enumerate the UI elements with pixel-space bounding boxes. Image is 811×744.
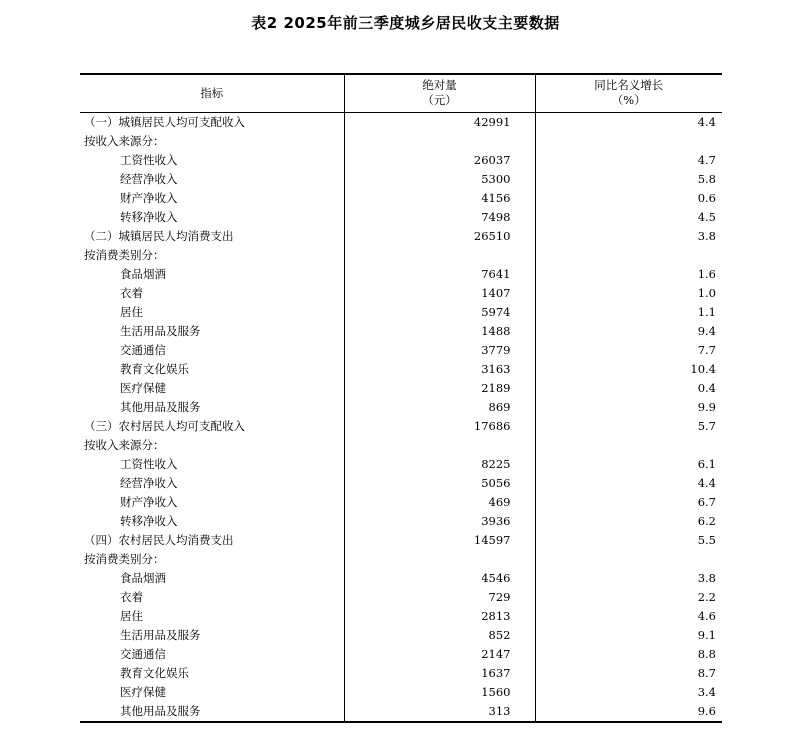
row-label: 按收入来源分： [84,437,165,452]
row-label: 转移净收入 [120,513,178,528]
table-title: 表2 2025年前三季度城乡居民收支主要数据 [251,14,560,32]
table-row [80,341,722,360]
row-label: 工资性收入 [120,152,178,167]
row-label: 教育文化娱乐 [120,665,189,680]
header-indicator [80,74,344,112]
table-header [80,74,722,112]
row-absolute-value: 26510 [344,227,535,246]
row-absolute-value: 3936 [344,512,535,531]
row-absolute-value: 14597 [344,531,535,550]
row-label: 医疗保健 [120,684,166,699]
row-absolute-value [344,132,535,151]
row-absolute-value: 7498 [344,208,535,227]
row-label: （四）农村居民人均消费支出 [84,532,234,547]
row-absolute-value: 8225 [344,455,535,474]
row-growth-value: 1.0 [697,285,716,300]
data-table [80,73,722,723]
row-growth-value: 6.7 [697,494,716,509]
header-growth [535,74,722,112]
table-row [80,151,722,170]
row-absolute-value: 2147 [344,645,535,664]
row-growth-value: 4.4 [697,475,716,490]
row-absolute-value: 313 [344,702,535,722]
table-row [80,379,722,398]
row-absolute-value: 2189 [344,379,535,398]
header-absolute [344,74,535,112]
row-label: 衣着 [120,589,143,604]
row-absolute-value: 1637 [344,664,535,683]
row-absolute-value: 469 [344,493,535,512]
row-label: 工资性收入 [120,456,178,471]
row-growth-value: 9.6 [535,702,722,722]
row-label: 居住 [120,608,143,623]
table-row [80,322,722,341]
row-growth-value: 0.4 [697,380,716,395]
row-label: 衣着 [120,285,143,300]
row-absolute-value: 5974 [344,303,535,322]
row-absolute-value: 42991 [344,112,535,132]
row-growth-value: 9.1 [697,627,716,642]
table-row [80,132,722,151]
row-growth-value: 8.8 [697,646,716,661]
row-growth-value: 6.1 [697,456,716,471]
row-absolute-value: 1560 [344,683,535,702]
row-growth-value [535,436,722,455]
row-growth-value: 2.2 [697,589,716,604]
table-row [80,227,722,246]
row-label: 经营净收入 [120,475,178,490]
table-row [80,683,722,702]
header-absolute-label: 绝对量 [422,78,457,93]
table-row [80,550,722,569]
table-row [80,360,722,379]
row-label: 食品烟酒 [120,266,166,281]
row-absolute-value: 1488 [344,322,535,341]
table-row [80,455,722,474]
row-absolute-value: 26037 [344,151,535,170]
row-growth-value [535,550,722,569]
table-row [80,284,722,303]
table-row [80,493,722,512]
header-absolute-unit: （元） [422,93,457,108]
row-growth-value: 0.6 [697,190,716,205]
table-row [80,626,722,645]
row-label: 食品烟酒 [120,570,166,585]
row-absolute-value: 869 [344,398,535,417]
table-row [80,189,722,208]
row-label: 按消费类别分： [84,247,165,262]
table-row [80,208,722,227]
row-growth-value: 7.7 [697,342,716,357]
row-label: 其他用品及服务 [120,399,201,414]
row-growth-value [535,132,722,151]
row-growth-value: 4.6 [697,608,716,623]
table-row [80,607,722,626]
row-label: 交通通信 [120,646,166,661]
row-growth-value: 4.4 [697,114,716,129]
row-absolute-value: 4156 [344,189,535,208]
table-row [80,702,722,722]
row-absolute-value: 3163 [344,360,535,379]
row-growth-value: 8.7 [697,665,716,680]
row-growth-value: 9.4 [697,323,716,338]
table-row [80,531,722,550]
row-growth-value: 1.1 [697,304,716,319]
row-absolute-value: 2813 [344,607,535,626]
row-absolute-value: 5056 [344,474,535,493]
table-row [80,569,722,588]
row-label: 生活用品及服务 [120,323,201,338]
row-label: （二）城镇居民人均消费支出 [84,228,234,243]
table-row [80,398,722,417]
table-row [80,645,722,664]
row-absolute-value [344,550,535,569]
row-label: （三）农村居民人均可支配收入 [84,418,245,433]
row-label: 教育文化娱乐 [120,361,189,376]
row-growth-value: 3.8 [697,228,716,243]
row-growth-value: 3.8 [697,570,716,585]
row-growth-value: 1.6 [697,266,716,281]
row-growth-value: 6.2 [697,513,716,528]
table-row [80,474,722,493]
row-growth-value: 5.7 [697,418,716,433]
table-row [80,170,722,189]
row-growth-value: 4.7 [697,152,716,167]
table-row [80,588,722,607]
table-row [80,112,722,132]
table-row [80,664,722,683]
row-growth-value: 5.8 [697,171,716,186]
row-label: 其他用品及服务 [80,702,344,722]
table-row [80,436,722,455]
row-absolute-value [344,436,535,455]
row-absolute-value [344,246,535,265]
table-row [80,265,722,284]
table-row [80,246,722,265]
table-row [80,417,722,436]
row-label: 交通通信 [120,342,166,357]
row-growth-value: 3.4 [697,684,716,699]
row-absolute-value: 4546 [344,569,535,588]
row-label: 按消费类别分： [84,551,165,566]
row-label: 医疗保健 [120,380,166,395]
row-label: 经营净收入 [120,171,178,186]
row-label: 转移净收入 [120,209,178,224]
header-growth-unit: （%） [611,93,646,108]
row-absolute-value: 3779 [344,341,535,360]
row-growth-value: 9.9 [697,399,716,414]
row-growth-value: 5.5 [697,532,716,547]
row-growth-value: 4.5 [697,209,716,224]
row-absolute-value: 5300 [344,170,535,189]
row-label: （一）城镇居民人均可支配收入 [84,114,245,129]
row-label: 财产净收入 [120,190,178,205]
row-absolute-value: 852 [344,626,535,645]
row-absolute-value: 729 [344,588,535,607]
header-indicator-label: 指标 [200,85,224,100]
row-absolute-value: 1407 [344,284,535,303]
header-growth-label: 同比名义增长 [594,78,664,93]
row-label: 居住 [120,304,143,319]
table-body [80,112,722,722]
row-growth-value [535,246,722,265]
row-label: 生活用品及服务 [120,627,201,642]
table-row [80,303,722,322]
row-label: 财产净收入 [120,494,178,509]
row-growth-value: 10.4 [690,361,716,376]
row-absolute-value: 7641 [344,265,535,284]
row-label: 按收入来源分： [84,133,165,148]
row-absolute-value: 17686 [344,417,535,436]
table-row [80,512,722,531]
